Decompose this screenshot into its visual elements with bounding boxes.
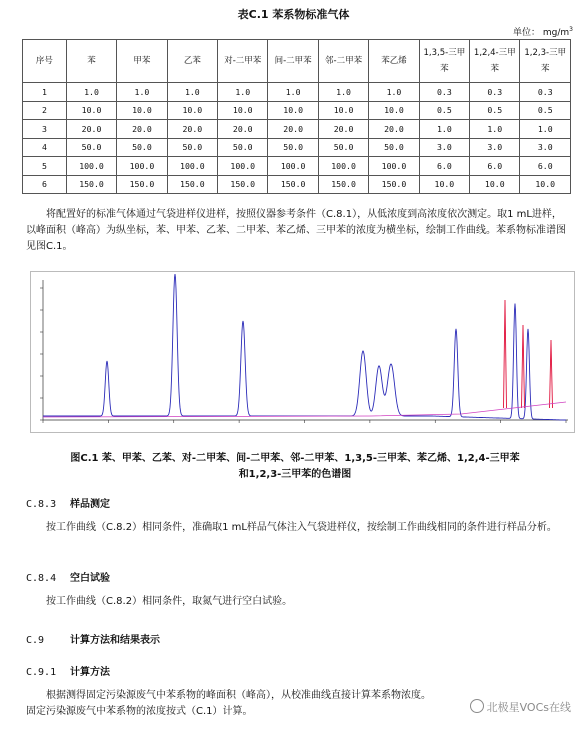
trace-red-peak	[504, 300, 507, 408]
section-heading-c91: C.9.1 计算方法	[26, 667, 110, 678]
table-cell: 100.0	[117, 157, 167, 176]
table-row	[23, 157, 571, 176]
table-cell: 20.0	[218, 120, 268, 139]
table-cell: 3.0	[419, 138, 469, 157]
table-cell: 5	[23, 157, 67, 176]
section-body-c83: 按工作曲线（C.8.2）相同条件，准确取1 mL样品气体注入气袋进样仪，按绘制工作曲线相同的条件进行样品分析。	[46, 522, 557, 533]
table-cell: 50.0	[167, 138, 217, 157]
table-row	[23, 101, 571, 120]
table-header-row	[23, 40, 571, 83]
table-cell: 20.0	[167, 120, 217, 139]
table-cell: 150.0	[318, 175, 368, 194]
table-header-cell: 1,2,4-三甲苯	[470, 40, 520, 83]
table-cell: 100.0	[66, 157, 116, 176]
table-cell: 3	[23, 120, 67, 139]
table-cell: 10.0	[117, 101, 167, 120]
standard-gas-table	[22, 39, 571, 194]
table-cell: 10.0	[268, 101, 318, 120]
table-cell: 100.0	[218, 157, 268, 176]
table-cell: 3.0	[520, 138, 571, 157]
table-header-cell: 1,2,3-三甲苯	[520, 40, 571, 83]
table-cell: 20.0	[318, 120, 368, 139]
section-body-c91: 根据测得固定污染源废气中苯系物的峰面积（峰高），从校准曲线直接计算苯系物浓度。 固定污染源废气中苯系物的浓度按式（C.1）计算。	[26, 690, 431, 717]
table-cell: 0.3	[419, 83, 469, 102]
table-cell: 50.0	[218, 138, 268, 157]
chromatogram-traces	[43, 274, 566, 420]
table-header-cell: 苯乙烯	[369, 40, 419, 83]
table-cell: 1	[23, 83, 67, 102]
table-cell: 1.0	[470, 120, 520, 139]
table-row	[23, 120, 571, 139]
table-cell: 6.0	[520, 157, 571, 176]
table-cell: 150.0	[268, 175, 318, 194]
table-header-cell: 邻-二甲苯	[318, 40, 368, 83]
table-cell: 1.0	[520, 120, 571, 139]
table-cell: 1.0	[268, 83, 318, 102]
wechat-logo-icon	[470, 699, 484, 713]
table-cell: 20.0	[268, 120, 318, 139]
table-cell: 1.0	[318, 83, 368, 102]
table-cell: 0.5	[470, 101, 520, 120]
table-cell: 0.3	[470, 83, 520, 102]
table-cell: 0.3	[520, 83, 571, 102]
table-cell: 20.0	[66, 120, 116, 139]
table-header-cell: 对-二甲苯	[218, 40, 268, 83]
table-cell: 100.0	[318, 157, 368, 176]
table-cell: 50.0	[66, 138, 116, 157]
table-cell: 10.0	[520, 175, 571, 194]
chromatogram	[30, 271, 575, 433]
section-heading-c84: C.8.4 空白试验	[26, 573, 110, 584]
table-cell: 150.0	[369, 175, 419, 194]
table-cell: 0.5	[419, 101, 469, 120]
table-cell: 1.0	[369, 83, 419, 102]
table-header-cell: 乙苯	[167, 40, 217, 83]
unit-label: 单位： $mg/m^3$	[513, 26, 573, 38]
table-header-cell: 间-二甲苯	[268, 40, 318, 83]
table-cell: 50.0	[268, 138, 318, 157]
table-cell: 1.0	[117, 83, 167, 102]
chromatogram-axis-line	[43, 280, 568, 420]
table-cell: 6	[23, 175, 67, 194]
table-title: 表C.1 苯系物标准气体	[237, 8, 350, 21]
chromatogram-axes	[40, 280, 568, 423]
table-header-cell: 苯	[66, 40, 116, 83]
table-row	[23, 175, 571, 194]
table-cell: 1.0	[419, 120, 469, 139]
watermark: 北极星VOCs在线	[470, 699, 571, 715]
table-cell: 10.0	[167, 101, 217, 120]
table-cell: 100.0	[369, 157, 419, 176]
table-row	[23, 138, 571, 157]
table-cell: 10.0	[419, 175, 469, 194]
table-cell: 50.0	[318, 138, 368, 157]
table-cell: 150.0	[66, 175, 116, 194]
table-cell: 20.0	[117, 120, 167, 139]
section-heading-c9: C.9 计算方法和结果表示	[26, 635, 160, 646]
table-header-cell: 1,3,5-三甲苯	[419, 40, 469, 83]
table-cell: 10.0	[66, 101, 116, 120]
table-row	[23, 83, 571, 102]
figure-caption: 图C.1 苯、甲苯、乙苯、对-二甲苯、间-二甲苯、邻-二甲苯、1,3,5-三甲苯、苯乙烯、1,2,4-三甲苯 和1,2,3-三甲苯的色谱图	[70, 453, 520, 480]
table-cell: 10.0	[369, 101, 419, 120]
table-cell: 100.0	[167, 157, 217, 176]
table-header-cell: 甲苯	[117, 40, 167, 83]
paragraph-calibration: 将配置好的标准气体通过气袋进样仪进样，按照仪器参考条件（C.8.1），从低浓度到高浓度依次测定。取1 mL进样，以峰面积（峰高）为纵坐标，苯、甲苯、乙苯、二甲苯、苯乙烯、三甲苯的浓度为横坐标，绘制工作曲线。苯系物标准谱图见图C.1。	[26, 209, 566, 252]
table-cell: 20.0	[369, 120, 419, 139]
trace-red-peak	[550, 340, 553, 408]
table-cell: 10.0	[218, 101, 268, 120]
table-cell: 1.0	[218, 83, 268, 102]
table-cell: 50.0	[117, 138, 167, 157]
table-cell: 10.0	[470, 175, 520, 194]
table-header-cell: 序号	[23, 40, 67, 83]
trace-red-peak	[522, 325, 525, 408]
section-body-c84: 按工作曲线（C.8.2）相同条件，取氮气进行空白试验。	[46, 596, 293, 607]
table-cell: 1.0	[66, 83, 116, 102]
table-cell: 100.0	[268, 157, 318, 176]
table-cell: 1.0	[167, 83, 217, 102]
section-heading-c83: C.8.3 样品测定	[26, 499, 110, 510]
table-cell: 150.0	[218, 175, 268, 194]
table-cell: 6.0	[419, 157, 469, 176]
table-cell: 150.0	[117, 175, 167, 194]
table-cell: 6.0	[470, 157, 520, 176]
table-cell: 2	[23, 101, 67, 120]
table-cell: 10.0	[318, 101, 368, 120]
table-cell: 50.0	[369, 138, 419, 157]
table-cell: 150.0	[167, 175, 217, 194]
table-cell: 4	[23, 138, 67, 157]
trace-magenta-baseline	[43, 402, 566, 417]
table-cell: 0.5	[520, 101, 571, 120]
table-cell: 3.0	[470, 138, 520, 157]
trace-blue	[43, 274, 566, 420]
